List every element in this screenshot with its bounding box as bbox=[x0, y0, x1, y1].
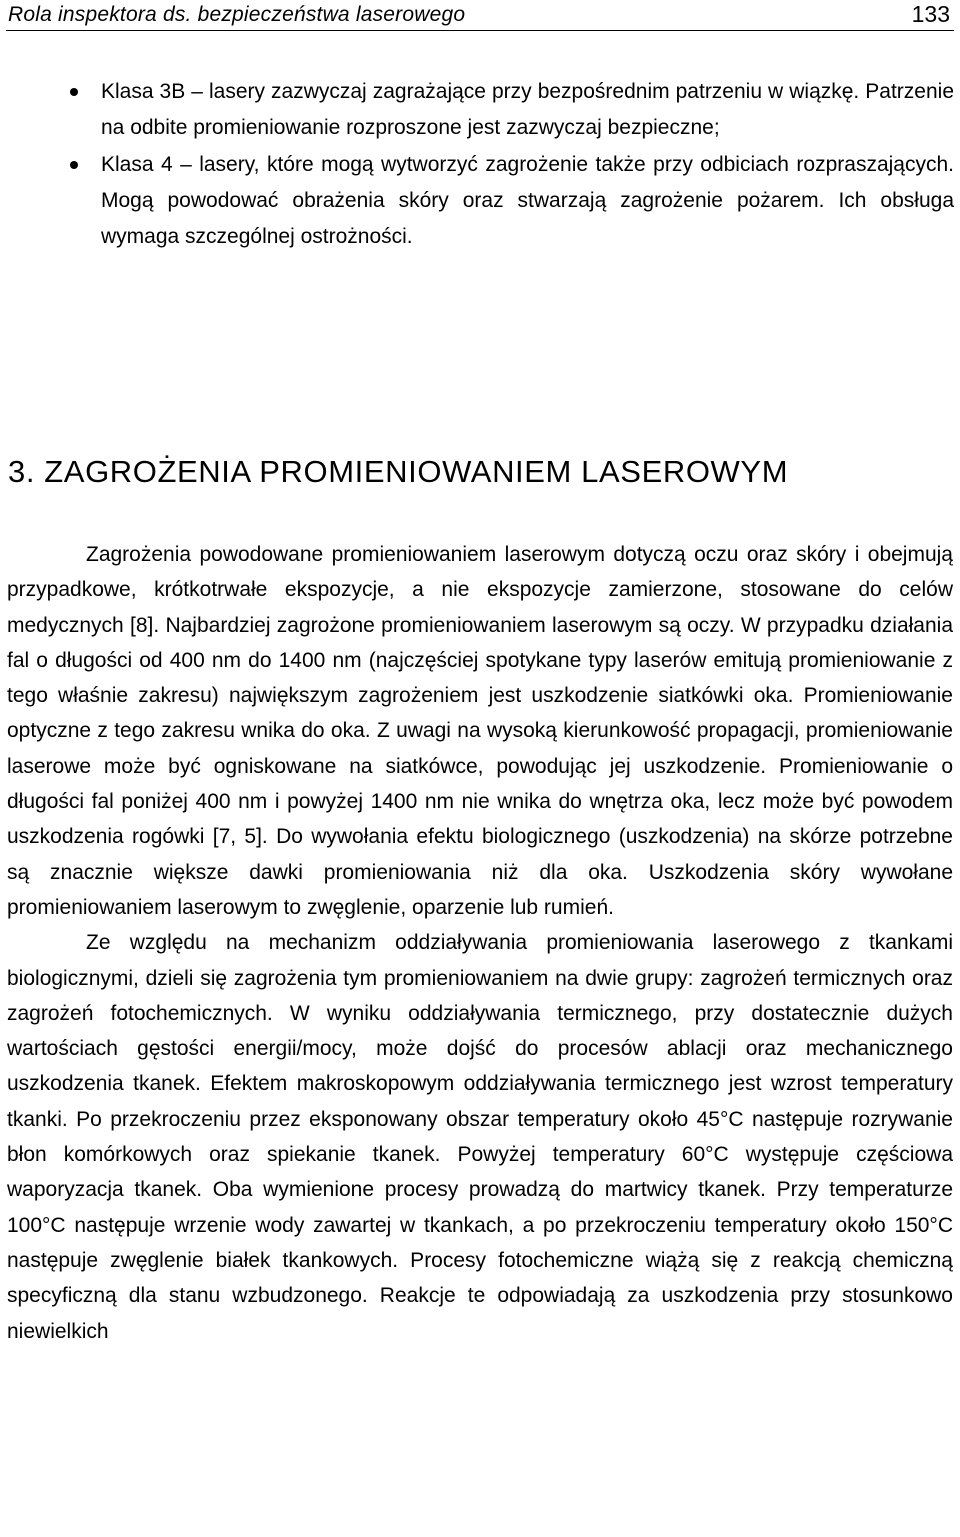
running-header bbox=[6, 0, 954, 31]
section-heading: 3. ZAGROŻENIA PROMIENIOWANIEM LASEROWYM bbox=[8, 454, 789, 489]
page-number: 133 bbox=[911, 1, 950, 27]
list-item-text: Klasa 4 – lasery, które mogą wytworzyć zagrożenie także przy odbiciach rozpraszających. Mogą powodować obrażenia skóry oraz stwarzają zagrożenie pożarem. Ich obsługa wymaga szczególnej ostrożności. bbox=[101, 153, 954, 248]
list-item-text: Klasa 3B – lasery zazwyczaj zagrażające przy bezpośrednim patrzeniu w wiązkę. Patrzenie na odbite promieniowanie rozproszone jest zazwyczaj bezpieczne; bbox=[101, 80, 954, 139]
laser-class-list bbox=[0, 74, 960, 256]
list-item bbox=[0, 74, 960, 146]
list-item bbox=[0, 147, 960, 255]
bullet-icon bbox=[70, 88, 78, 96]
paragraph: Zagrożenia powodowane promieniowaniem laserowym dotyczą oczu oraz skóry i obejmują przypadkowe, krótkotrwałe ekspozycje, a nie ekspozycje zamierzone, stosowane do celów medycznych [8]. Najbardziej zagrożone promieniowaniem laserowym są oczy. W przypadku działania fal o długości od 400 nm do 1400 nm (najczęściej spotykane typy laserów emitują promieniowanie z tego właśnie zakresu) największym zagrożeniem jest uszkodzenie siatkówki oka. Promieniowanie optyczne z tego zakresu wnika do oka. Z uwagi na wysoką kierunkowość propagacji, promieniowanie laserowe może być ogniskowane na siatkówce, powodując jej uszkodzenie. Promieniowanie o długości fal poniżej 400 nm i powyżej 1400 nm nie wnika do wnętrza oka, lecz może być powodem uszkodzenia rogówki [7, 5]. Do wywołania efektu biologicznego (uszkodzenia) na skórze potrzebne są znacznie większe dawki promieniowania niż dla oka. Uszkodzenia skóry wywołane promieniowaniem laserowym to zwęglenie, oparzenie lub rumień. bbox=[7, 543, 953, 919]
running-title: Rola inspektora ds. bezpieczeństwa laserowego bbox=[8, 3, 466, 26]
bullet-icon bbox=[70, 161, 78, 169]
paragraph: Ze względu na mechanizm oddziaływania promieniowania laserowego z tkankami biologicznymi, dzieli się zagrożenia tym promieniowaniem na dwie grupy: zagrożeń termicznych oraz zagrożeń fotochemicznych. W wyniku oddziaływania termicznego, przy dostatecznie dużych wartościach gęstości energii/mocy, może dojść do procesów ablacji oraz mechanicznego uszkodzenia tkanek. Efektem makroskopowym oddziaływania termicznego jest wzrost temperatury tkanki. Po przekroczeniu przez eksponowany obszar temperatury około 45°C następuje rozrywanie błon komórkowych oraz spiekanie tkanek. Powyżej temperatury 60°C występuje częściowa waporyzacja tkanek. Oba wymienione procesy prowadzą do martwicy tkanek. Przy temperaturze 100°C następuje wrzenie wody zawartej w tkankach, a po przekroczeniu temperatury około 150°C następuje zwęglenie białek tkankowych. Procesy fotochemiczne wiążą się z reakcją chemiczną specyficzną dla stanu wzbudzonego. Reakcje te odpowiadają za uszkodzenia przy stosunkowo niewielkich bbox=[7, 931, 953, 1343]
section-body bbox=[7, 537, 953, 1349]
